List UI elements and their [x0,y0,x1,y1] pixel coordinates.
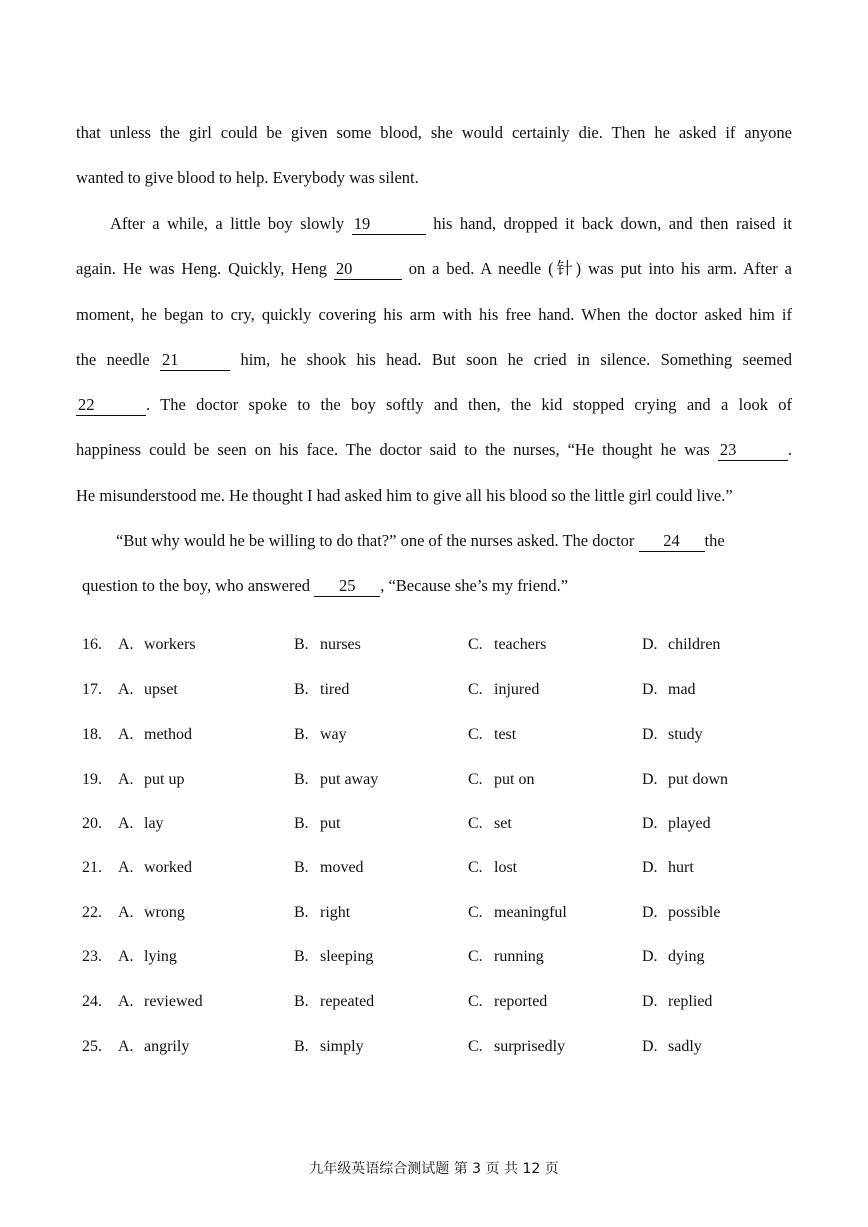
question-row [82,771,802,795]
option-a: A. angrily [118,1038,190,1055]
option-b: B. sleeping [294,948,374,965]
blank-20: 20 [334,259,402,280]
option-c: C. running [468,948,544,965]
option-b: B. simply [294,1038,364,1055]
blank-19: 19 [352,214,426,235]
option-a: A. method [118,726,192,743]
passage-text: . The doctor spoke to the boy softly and then, the kid stopped crying and a look of [146,395,792,415]
page-footer: 九年级英语综合测试题 第 3 页 共 12 页 [309,1161,559,1177]
option-c: C. injured [468,681,540,698]
option-d: D. possible [642,904,721,921]
option-c: C. meaningful [468,904,567,921]
question-row [82,1038,802,1062]
passage-line: that unless the girl could be given some blood, she would certainly die. Then he asked if anyone [76,123,792,142]
option-b: B. put away [294,771,379,788]
option-d: D. hurt [642,859,694,876]
passage-text: the needle [76,349,150,369]
option-d: D. sadly [642,1038,702,1055]
passage-text: on a bed. A needle (针) was put into his arm. After a [408,259,792,279]
passage-paragraph-3 [76,518,792,609]
passage-text: the [704,531,725,550]
blank-21: 21 [160,350,230,371]
option-b: B. nurses [294,636,361,653]
passage-text: , “Because she’s my friend.” [380,576,569,596]
passage-text: happiness could be seen on his face. The doctor said to the nurses, “He thought he was [76,440,710,460]
question-row [82,993,802,1017]
question-row [82,904,802,928]
passage-line: moment, he began to cry, quickly covering his arm with his free hand. When the doctor asked him if [76,304,792,324]
passage-text: him, he shook his head. But soon he cried in silence. Something seemed [240,349,793,369]
question-row [82,681,802,705]
option-a: A. wrong [118,904,185,921]
question-number: 17. [82,681,102,698]
question-row [82,636,802,660]
passage-paragraph-1 [76,110,792,201]
option-b: B. repeated [294,993,375,1010]
option-d: D. played [642,815,711,832]
question-number: 20. [82,815,102,832]
blank-22: 22 [76,395,146,416]
option-a: A. worked [118,859,192,876]
option-d: D. study [642,726,703,743]
passage-line [76,518,792,563]
question-number: 16. [82,636,102,653]
passage-line: He misunderstood me. He thought I had asked him to give all his blood so the little girl could live.” [76,485,733,505]
question-number: 23. [82,948,102,965]
passage-text: his hand, dropped it back down, and then raised it [433,214,793,233]
passage-line [76,246,792,291]
option-b: B. put [294,815,341,832]
option-d: D. dying [642,948,705,965]
option-a: A. lying [118,948,177,965]
option-c: C. set [468,815,512,832]
option-c: C. reported [468,993,548,1010]
question-row [82,815,802,839]
passage-text: . [787,440,793,460]
question-number: 19. [82,771,102,788]
option-c: C. put on [468,771,535,788]
passage-text: again. He was Heng. Quickly, Heng [76,259,327,279]
option-c: C. lost [468,859,518,876]
option-d: D. replied [642,993,713,1010]
option-c: C. surprisedly [468,1038,566,1055]
option-a: A. reviewed [118,993,203,1010]
passage-line: wanted to give blood to help. Everybody was silent. [76,168,419,188]
option-a: A. lay [118,815,164,832]
passage-line [76,337,792,382]
option-d: D. children [642,636,721,653]
passage-text: “But why would he be willing to do that?” one of the nurses asked. The doctor [116,531,635,550]
passage-line [76,382,792,427]
option-a: A. upset [118,681,178,698]
option-c: C. teachers [468,636,547,653]
option-d: D. mad [642,681,696,698]
blank-23: 23 [718,440,788,461]
option-b: B. way [294,726,347,743]
option-b: B. right [294,904,351,921]
passage-text: After a while, a little boy slowly [110,214,345,233]
passage-line [76,201,792,246]
question-row [82,859,802,883]
blank-25: 25 [314,576,380,597]
blank-24: 24 [639,531,705,552]
option-d: D. put down [642,771,728,788]
passage-text: question to the boy, who answered [82,576,311,596]
question-number: 24. [82,993,102,1010]
option-b: B. tired [294,681,350,698]
option-b: B. moved [294,859,364,876]
question-row [82,948,802,972]
question-number: 21. [82,859,102,876]
option-c: C. test [468,726,517,743]
question-number: 25. [82,1038,102,1055]
passage-line [76,563,792,608]
option-a: A. workers [118,636,196,653]
question-number: 22. [82,904,102,921]
question-row [82,726,802,750]
passage-paragraph-2 [76,201,792,518]
option-a: A. put up [118,771,185,788]
question-number: 18. [82,726,102,743]
passage-line [76,427,792,472]
